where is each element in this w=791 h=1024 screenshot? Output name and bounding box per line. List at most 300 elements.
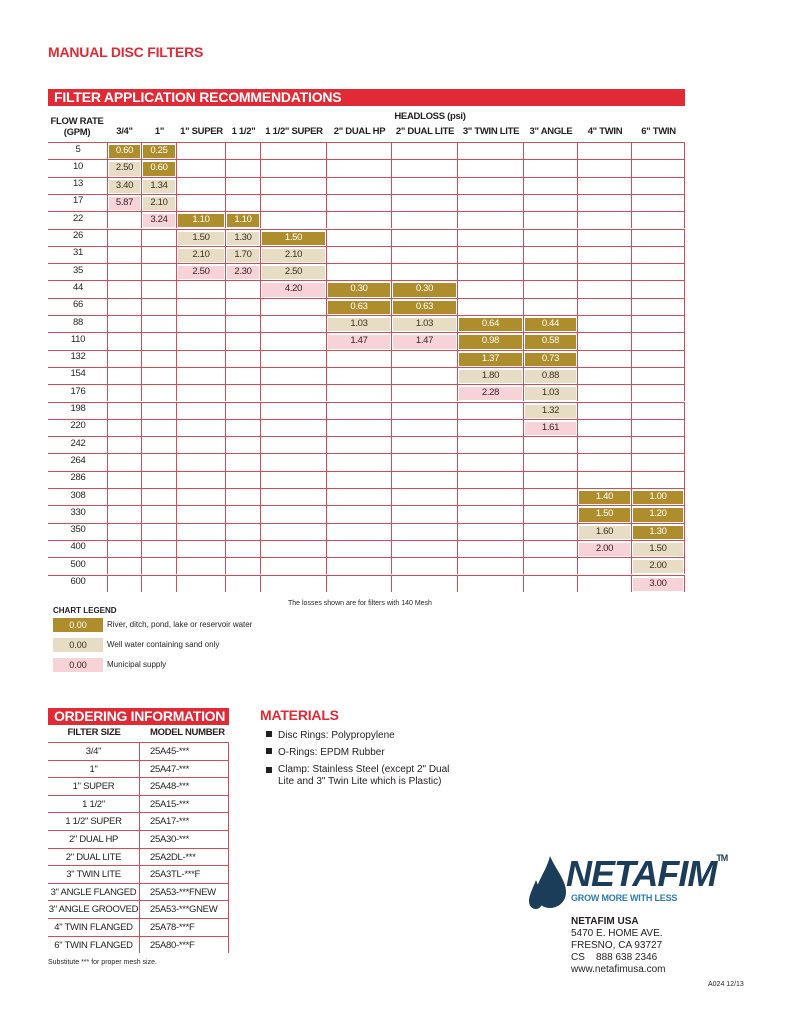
- flow-rate-value: 500: [70, 558, 86, 570]
- flow-rate-value: 350: [70, 524, 86, 536]
- table-cell: [142, 367, 177, 384]
- table-cell: [392, 419, 458, 436]
- flow-rate-value: 66: [73, 299, 83, 311]
- table-cell: [226, 384, 261, 401]
- table-cell: [261, 436, 327, 453]
- table-cell: [392, 402, 458, 419]
- table-cell: [524, 159, 578, 176]
- table-cell: [327, 402, 392, 419]
- table-cell: [226, 263, 261, 280]
- table-cell: [107, 575, 142, 592]
- column-header: 1" SUPER: [180, 126, 223, 137]
- table-cell: [578, 315, 632, 332]
- flow-rate-cell-border: [48, 402, 107, 419]
- flow-rate-cell-border: [48, 575, 107, 592]
- materials-title: MATERIALS: [260, 707, 339, 723]
- table-cell: [177, 384, 226, 401]
- materials-list: [266, 730, 466, 788]
- flow-rate-cell-border: [48, 471, 107, 488]
- table-cell: [142, 402, 177, 419]
- flow-rate-cell-border: [48, 332, 107, 349]
- table-cell: [107, 177, 142, 194]
- ordering-model-number: 25A17-***: [140, 812, 229, 830]
- table-cell: [578, 471, 632, 488]
- headloss-value: 0.30: [328, 283, 390, 296]
- table-cell: [578, 142, 632, 159]
- table-cell: [327, 575, 392, 592]
- table-cell: [392, 505, 458, 522]
- flow-rate-value: 308: [70, 489, 86, 501]
- table-cell: [107, 211, 142, 228]
- table-cell: [177, 332, 226, 349]
- table-cell: [261, 315, 327, 332]
- ordering-filter-size: 3" ANGLE GROOVED: [48, 900, 140, 918]
- table-cell: [177, 505, 226, 522]
- table-cell: [261, 159, 327, 176]
- headloss-label: HEADLOSS (psi): [394, 111, 466, 122]
- flow-rate-value: 154: [70, 368, 86, 380]
- ordering-filter-size: 2" DUAL LITE: [48, 848, 140, 866]
- column-header: 1 1/2" SUPER: [265, 126, 323, 137]
- flow-rate-value: 26: [73, 230, 83, 241]
- flow-rate-value: 44: [73, 281, 83, 293]
- table-cell: [578, 488, 632, 505]
- table-cell: [327, 263, 392, 280]
- table-cell: [261, 384, 327, 401]
- table-cell: [177, 523, 226, 540]
- table-cell: [261, 332, 327, 349]
- table-cell: [578, 194, 632, 211]
- table-cell: [177, 402, 226, 419]
- table-cell: [632, 350, 685, 367]
- headloss-value: 2.50: [109, 162, 140, 175]
- flow-rate-cell-border: [48, 557, 107, 574]
- flow-rate-value: 31: [73, 247, 83, 259]
- headloss-value: 2.00: [579, 543, 630, 556]
- table-cell: [458, 367, 524, 384]
- ordering-model-number: 25A53-***FNEW: [140, 883, 229, 901]
- table-cell: [177, 177, 226, 194]
- flow-rate-value: 5: [75, 143, 81, 155]
- materials-item: Disc Rings: Polypropylene: [266, 730, 466, 742]
- legend-label: Municipal supply: [107, 660, 167, 669]
- table-cell: [392, 540, 458, 557]
- table-cell: [226, 246, 261, 263]
- table-cell: [524, 575, 578, 592]
- table-cell: [261, 177, 327, 194]
- headloss-value: 1.47: [328, 335, 390, 348]
- table-cell: [578, 436, 632, 453]
- table-cell: [226, 419, 261, 436]
- ordering-filter-size: 4" TWIN FLANGED: [48, 918, 140, 936]
- table-cell: [107, 367, 142, 384]
- table-cell: [107, 159, 142, 176]
- table-cell: [107, 419, 142, 436]
- table-cell: [458, 384, 524, 401]
- headloss-value: 0.63: [328, 301, 390, 314]
- table-cell: [392, 557, 458, 574]
- headloss-value: 0.30: [393, 283, 456, 296]
- table-cell: [458, 194, 524, 211]
- ordering-col-model-number: MODEL NUMBER: [150, 727, 225, 738]
- flow-rate-cell-border: [48, 298, 107, 315]
- table-cell: [142, 540, 177, 557]
- headloss-value: 1.70: [227, 249, 259, 262]
- table-cell: [107, 488, 142, 505]
- table-cell: [177, 246, 226, 263]
- table-cell: [392, 315, 458, 332]
- table-cell: [632, 575, 685, 592]
- flow-rate-value: 286: [70, 472, 86, 484]
- table-cell: [578, 384, 632, 401]
- table-cell: [578, 350, 632, 367]
- ordering-model-number: 25A3TL-***F: [140, 865, 229, 883]
- table-cell: [177, 229, 226, 246]
- table-cell: [632, 211, 685, 228]
- headloss-value: 2.10: [143, 197, 175, 210]
- headloss-value: 1.80: [459, 370, 522, 383]
- table-cell: [578, 332, 632, 349]
- table-cell: [107, 246, 142, 263]
- table-cell: [327, 384, 392, 401]
- table-cell: [458, 298, 524, 315]
- table-cell: [142, 315, 177, 332]
- headloss-value: 1.37: [459, 353, 522, 366]
- headloss-value: 5.87: [109, 197, 140, 210]
- flow-rate-value: 35: [73, 264, 83, 276]
- ordering-model-number: 25A2DL-***: [140, 848, 229, 866]
- table-cell: [524, 194, 578, 211]
- flow-rate-value: 13: [73, 178, 83, 190]
- table-cell: [524, 367, 578, 384]
- table-cell: [392, 350, 458, 367]
- table-cell: [177, 540, 226, 557]
- bullet-square-icon: [266, 731, 272, 737]
- table-cell: [327, 142, 392, 159]
- table-cell: [632, 471, 685, 488]
- table-cell: [177, 557, 226, 574]
- table-cell: [327, 367, 392, 384]
- table-cell: [226, 211, 261, 228]
- ordering-filter-size: 3" ANGLE FLANGED: [48, 883, 140, 901]
- flow-rate-value: 88: [73, 316, 83, 328]
- ordering-filter-size: 1": [48, 760, 140, 778]
- headloss-value: 3.40: [109, 180, 140, 193]
- table-cell: [226, 332, 261, 349]
- table-cell: [392, 523, 458, 540]
- table-cell: [261, 194, 327, 211]
- flow-rate-header-line2: (GPM): [63, 127, 91, 138]
- flow-rate-value: 198: [70, 403, 86, 414]
- materials-item: O-Rings: EPDM Rubber: [266, 747, 466, 759]
- table-cell: [392, 384, 458, 401]
- column-header: 2" DUAL LITE: [395, 126, 455, 137]
- ordering-filter-size: 3" TWIN LITE: [48, 865, 140, 883]
- table-cell: [142, 575, 177, 592]
- table-cell: [177, 280, 226, 297]
- table-cell: [327, 280, 392, 297]
- table-cell: [142, 471, 177, 488]
- table-cell: [632, 229, 685, 246]
- headloss-value: 1.50: [262, 232, 325, 245]
- table-cell: [226, 471, 261, 488]
- flow-rate-cell-border: [48, 142, 107, 159]
- headloss-value: 2.50: [262, 266, 325, 279]
- table-cell: [226, 367, 261, 384]
- table-cell: [327, 419, 392, 436]
- flow-rate-cell-border: [48, 453, 107, 470]
- table-cell: [177, 436, 226, 453]
- flow-rate-cell-border: [48, 246, 107, 263]
- table-cell: [261, 540, 327, 557]
- column-header: 2" DUAL HP: [333, 126, 386, 137]
- table-cell: [632, 315, 685, 332]
- ordering-model-number: 25A30-***: [140, 830, 229, 848]
- table-cell: [524, 298, 578, 315]
- table-cell: [177, 211, 226, 228]
- table-cell: [107, 557, 142, 574]
- table-cell: [524, 453, 578, 470]
- mesh-note: The losses shown are for filters with 140 Mesh: [288, 600, 432, 607]
- table-cell: [142, 246, 177, 263]
- table-cell: [142, 384, 177, 401]
- legend-label: River, ditch, pond, lake or reservoir water: [107, 620, 253, 629]
- table-cell: [524, 211, 578, 228]
- flow-rate-cell-border: [48, 540, 107, 557]
- table-cell: [142, 350, 177, 367]
- table-cell: [107, 194, 142, 211]
- table-cell: [327, 557, 392, 574]
- flow-rate-value: 132: [70, 351, 86, 363]
- table-cell: [142, 194, 177, 211]
- table-cell: [524, 142, 578, 159]
- table-cell: [578, 505, 632, 522]
- table-cell: [632, 298, 685, 315]
- table-cell: [142, 436, 177, 453]
- flow-rate-value: 330: [70, 506, 86, 518]
- table-cell: [142, 142, 177, 159]
- headloss-value: 1.30: [633, 526, 683, 539]
- table-cell: [578, 540, 632, 557]
- table-cell: [177, 315, 226, 332]
- table-cell: [261, 367, 327, 384]
- table-cell: [142, 557, 177, 574]
- table-cell: [327, 229, 392, 246]
- address-line2: FRESNO, CA 93727: [571, 940, 663, 951]
- table-cell: [327, 350, 392, 367]
- table-cell: [107, 402, 142, 419]
- ordering-model-number: 25A47-***: [140, 760, 229, 778]
- table-cell: [107, 280, 142, 297]
- table-cell: [327, 211, 392, 228]
- flow-rate-cell-border: [48, 280, 107, 297]
- ordering-footnote: Substitute *** for proper mesh size.: [48, 959, 157, 966]
- ordering-filter-size: 1 1/2": [48, 795, 140, 813]
- table-cell: [458, 177, 524, 194]
- table-cell: [107, 229, 142, 246]
- table-cell: [458, 350, 524, 367]
- table-cell: [632, 367, 685, 384]
- table-cell: [578, 523, 632, 540]
- table-cell: [142, 523, 177, 540]
- table-cell: [261, 453, 327, 470]
- table-cell: [458, 402, 524, 419]
- table-cell: [524, 384, 578, 401]
- table-cell: [327, 436, 392, 453]
- table-cell: [226, 575, 261, 592]
- table-cell: [632, 488, 685, 505]
- table-cell: [261, 211, 327, 228]
- flow-rate-cell-border: [48, 350, 107, 367]
- ordering-filter-size: 3/4": [48, 742, 140, 760]
- table-cell: [226, 488, 261, 505]
- table-cell: [226, 280, 261, 297]
- ordering-model-number: 25A80-***F: [140, 936, 229, 954]
- table-cell: [632, 419, 685, 436]
- table-cell: [392, 263, 458, 280]
- table-cell: [632, 246, 685, 263]
- ordering-model-number: 25A53-***GNEW: [140, 900, 229, 918]
- table-cell: [578, 575, 632, 592]
- table-cell: [107, 263, 142, 280]
- headloss-value: 0.44: [525, 318, 576, 331]
- table-cell: [177, 453, 226, 470]
- headloss-value: 1.20: [633, 508, 683, 521]
- column-header: 6" TWIN: [641, 126, 676, 137]
- table-cell: [142, 280, 177, 297]
- table-cell: [578, 453, 632, 470]
- table-cell: [261, 350, 327, 367]
- flow-rate-value: 10: [73, 160, 83, 172]
- flow-rate-value: 242: [70, 437, 86, 449]
- headloss-value: 1.50: [579, 508, 630, 521]
- table-cell: [632, 332, 685, 349]
- table-cell: [261, 142, 327, 159]
- brand-tagline: GROW MORE WITH LESS: [571, 893, 678, 903]
- table-cell: [107, 453, 142, 470]
- table-cell: [327, 453, 392, 470]
- table-cell: [392, 471, 458, 488]
- table-cell: [142, 177, 177, 194]
- table-cell: [261, 471, 327, 488]
- headloss-value: 1.32: [525, 405, 576, 418]
- table-cell: [107, 142, 142, 159]
- table-cell: [392, 211, 458, 228]
- table-cell: [177, 488, 226, 505]
- flow-rate-cell-border: [48, 229, 107, 246]
- headloss-value: 1.50: [178, 232, 224, 245]
- headloss-value: 1.34: [143, 180, 175, 193]
- table-cell: [524, 436, 578, 453]
- table-cell: [524, 263, 578, 280]
- headloss-value: 1.03: [525, 387, 576, 400]
- table-cell: [578, 419, 632, 436]
- table-cell: [226, 177, 261, 194]
- headloss-value: 1.60: [579, 526, 630, 539]
- brand-name: NETAFIM: [566, 853, 717, 894]
- table-cell: [524, 505, 578, 522]
- table-cell: [177, 159, 226, 176]
- table-cell: [392, 332, 458, 349]
- flow-rate-header: [48, 116, 106, 138]
- table-cell: [458, 436, 524, 453]
- address-line1: 5470 E. HOME AVE.: [571, 928, 663, 939]
- table-cell: [458, 523, 524, 540]
- table-cell: [226, 540, 261, 557]
- headloss-value: 2.10: [262, 249, 325, 262]
- flow-rate-cell-border: [48, 159, 107, 176]
- flow-rate-header-line1: FLOW RATE: [50, 116, 104, 127]
- ordering-model-number: 25A15-***: [140, 795, 229, 813]
- headloss-value: 0.73: [525, 353, 576, 366]
- table-cell: [524, 315, 578, 332]
- table-cell: [458, 540, 524, 557]
- table-cell: [177, 263, 226, 280]
- ordering-filter-size: 6" TWIN FLANGED: [48, 936, 140, 954]
- table-cell: [524, 350, 578, 367]
- table-cell: [261, 557, 327, 574]
- table-cell: [261, 263, 327, 280]
- table-cell: [392, 453, 458, 470]
- flow-rate-cell-border: [48, 384, 107, 401]
- table-cell: [632, 280, 685, 297]
- table-cell: [327, 159, 392, 176]
- headloss-value: 1.30: [227, 232, 259, 245]
- table-cell: [226, 557, 261, 574]
- table-cell: [327, 332, 392, 349]
- table-cell: [392, 575, 458, 592]
- table-cell: [142, 298, 177, 315]
- ordering-filter-size: 1 1/2" SUPER: [48, 812, 140, 830]
- company-name: NETAFIM USA: [571, 916, 639, 927]
- table-cell: [177, 367, 226, 384]
- table-cell: [142, 263, 177, 280]
- table-cell: [524, 419, 578, 436]
- table-cell: [226, 159, 261, 176]
- table-cell: [226, 402, 261, 419]
- flow-rate-value: 220: [70, 420, 86, 432]
- table-cell: [524, 246, 578, 263]
- column-header: 1 1/2": [231, 126, 256, 137]
- table-cell: [226, 505, 261, 522]
- column-header: 3" TWIN LITE: [462, 126, 520, 137]
- table-cell: [327, 194, 392, 211]
- table-cell: [458, 575, 524, 592]
- table-cell: [632, 523, 685, 540]
- ordering-filter-size: 2" DUAL HP: [48, 830, 140, 848]
- table-cell: [142, 159, 177, 176]
- table-cell: [107, 523, 142, 540]
- headloss-value: 4.20: [262, 283, 325, 296]
- table-cell: [632, 453, 685, 470]
- table-cell: [142, 505, 177, 522]
- website-link[interactable]: www.netafimusa.com: [571, 964, 666, 975]
- table-cell: [261, 402, 327, 419]
- table-cell: [524, 471, 578, 488]
- table-cell: [226, 298, 261, 315]
- column-header: 3/4": [116, 126, 133, 137]
- ordering-model-number: 25A78-***F: [140, 918, 229, 936]
- table-cell: [107, 471, 142, 488]
- table-cell: [632, 159, 685, 176]
- table-cell: [226, 315, 261, 332]
- headloss-value: 2.30: [227, 266, 259, 279]
- headloss-value: 1.40: [579, 491, 630, 504]
- headloss-value: 0.63: [393, 301, 456, 314]
- table-cell: [107, 315, 142, 332]
- section-title: FILTER APPLICATION RECOMMENDATIONS: [48, 89, 685, 106]
- table-cell: [578, 280, 632, 297]
